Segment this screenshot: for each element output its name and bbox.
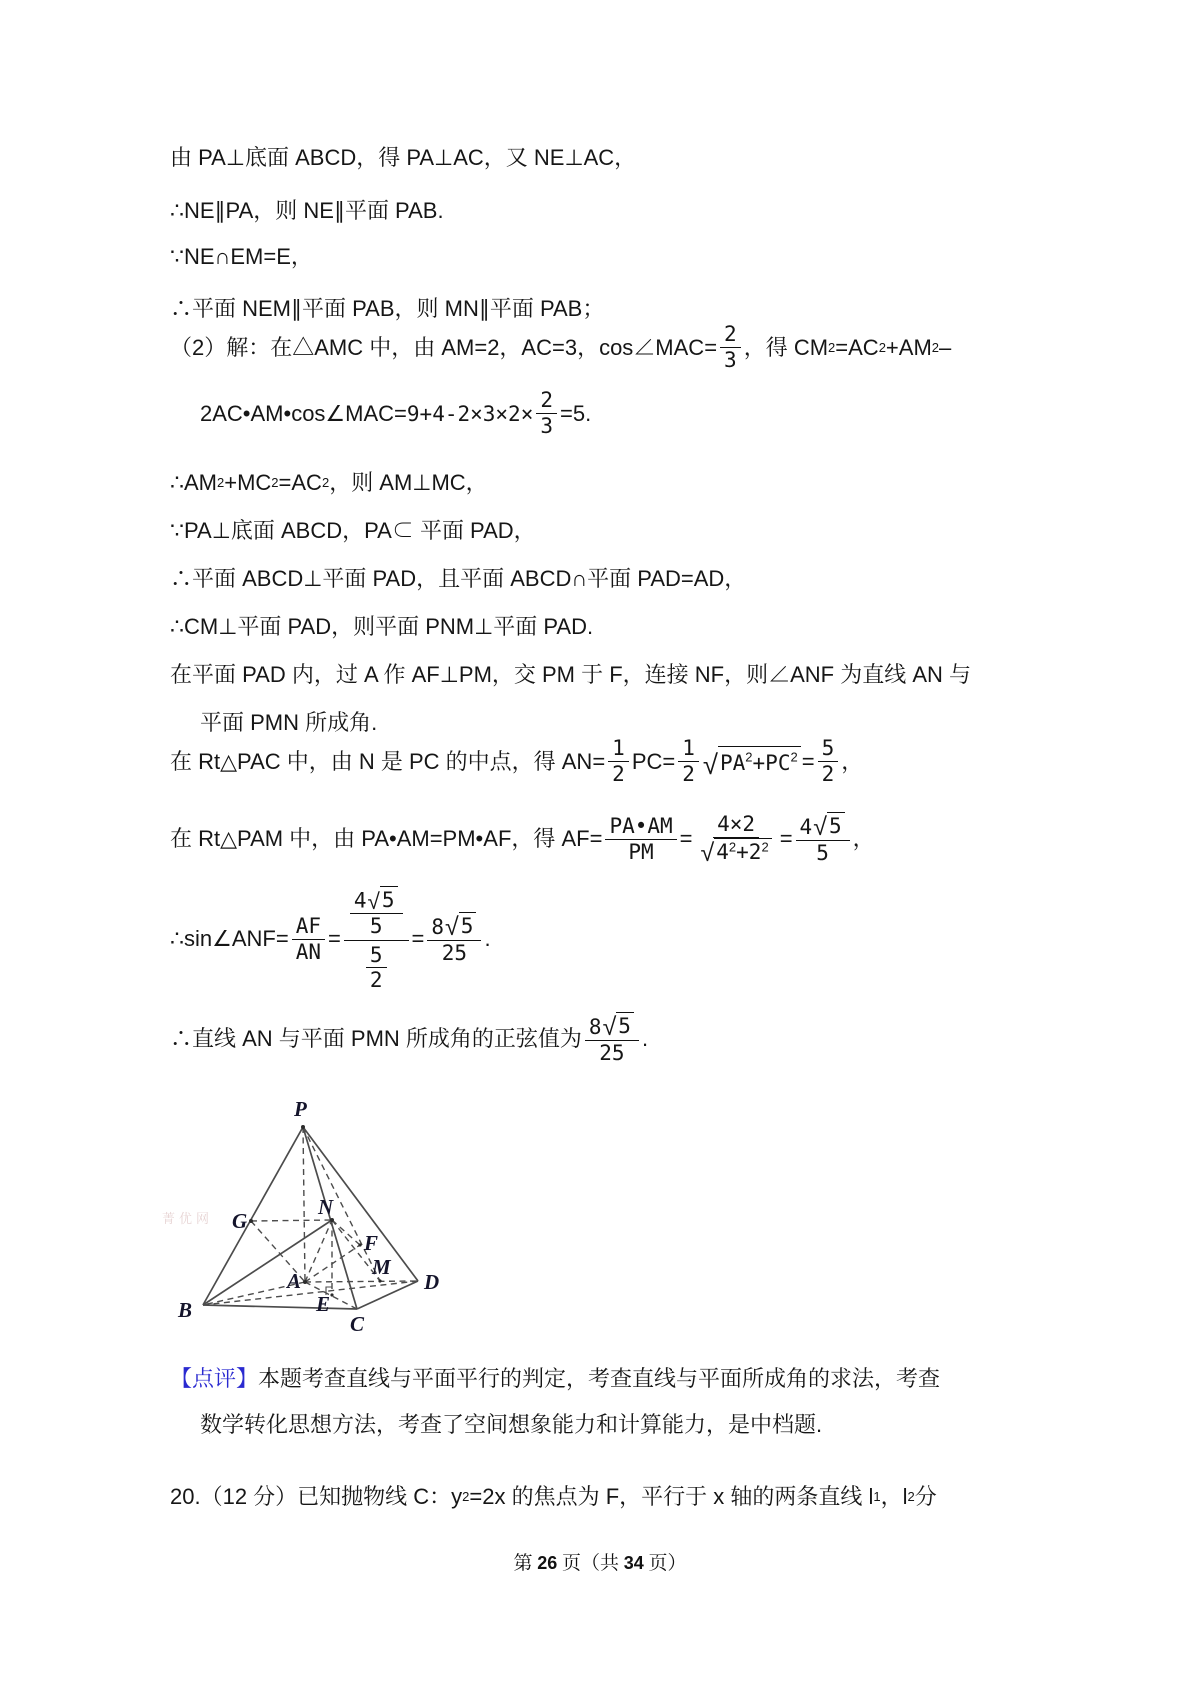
page-footer: [0, 1548, 1200, 1575]
vertex-label-c: C: [350, 1312, 365, 1336]
vertex-label-a: A: [287, 1269, 302, 1293]
text-line: ∴平面 NEM∥平面 PAB，则 MN∥平面 PAB；: [170, 296, 605, 321]
text-line: ∵PA⊥底面 ABCD，PA⊂ 平面 PAD，: [170, 518, 536, 543]
text-line: 在 Rt△PAC 中，由 N 是 PC 的中点，得 AN= $\frac{1}{2}$ PC= $\frac{1}{2}$ √ $PA^2+PC^2$ = $\frac{5}{2}$ ，: [170, 736, 864, 786]
vertex-label-b: B: [178, 1298, 193, 1322]
vertex-label-p: P: [294, 1097, 307, 1121]
text-line: 由 PA⊥底面 ABCD，得 PA⊥AC，又 NE⊥AC，: [170, 145, 637, 170]
text-line: 2AC•AM•cos∠MAC= 9+4-2×3×2× $\frac{2}{3}$ =5.: [200, 388, 592, 438]
watermark: 菁优网: [162, 1211, 214, 1226]
text-line: ∴CM⊥平面 PAD，则平面 PNM⊥平面 PAD.: [170, 614, 594, 639]
vertex-label-e: E: [316, 1292, 331, 1316]
vertex-label-g: G: [232, 1209, 248, 1233]
footer-text-mid: 页（共: [557, 1553, 624, 1574]
text-line: 平面 PMN 所成角.: [200, 710, 378, 735]
footer-total-pages: 34: [623, 1553, 644, 1573]
text-line: 【点评】 本题考查直线与平面平行的判定，考查直线与平面所成角的求法，考查: [170, 1366, 941, 1391]
footer-text-pre: 第: [513, 1553, 538, 1574]
text-line: 在平面 PAD 内，过 A 作 AF⊥PM，交 PM 于 F，连接 NF，则∠ANF 为直线 AN 与: [170, 662, 972, 687]
text-line: ∴sin∠ANF= $\frac{AF}{AN}$ = 4 √ 5 5 $\frac{5}{2}$ = 8 √ 5 25 .: [170, 884, 491, 994]
vertex-label-m: M: [372, 1255, 391, 1279]
text-line: 20.（12 分）已知抛物线 C：y 2 =2x 的焦点为 F，平行于 x 轴的两条直线 l 1 ，l 2 分: [170, 1484, 937, 1509]
text-line: 数学转化思想方法，考查了空间想象能力和计算能力，是中档题.: [200, 1412, 823, 1437]
text-line: ∴AM 2 +MC 2 =AC 2 ，则 AM⊥MC，: [170, 470, 488, 495]
footer-page-number: 26: [537, 1553, 558, 1573]
pyramid-figure: [160, 1090, 460, 1350]
vertex-label-f: F: [364, 1231, 379, 1255]
vertex-label-n: N: [318, 1195, 334, 1219]
vertex-label-d: D: [424, 1270, 440, 1294]
text-line: ∴直线 AN 与平面 PMN 所成角的正弦值为 8 √ 5 25 .: [170, 1013, 649, 1065]
footer-text-post: 页）: [643, 1553, 687, 1574]
text-line: （2）解：在△AMC 中，由 AM=2，AC=3，cos∠MAC= $\frac{2}{3}$ ，得 CM 2 =AC 2 +AM 2 –: [170, 322, 952, 372]
text-line: ∴NE∥PA，则 NE∥平面 PAB.: [170, 198, 444, 223]
text-line: ∵NE∩EM=E，: [170, 244, 313, 269]
text-line: ∴平面 ABCD⊥平面 PAD，且平面 ABCD∩平面 PAD=AD，: [170, 566, 747, 591]
text-line: 在 Rt△PAM 中，由 PA•AM=PM•AF，得 AF= $\frac{PA•AM}{PM}$ = 4×2 √ $4^2+2^2$ = 4 √ 5 5 ，: [170, 812, 875, 867]
